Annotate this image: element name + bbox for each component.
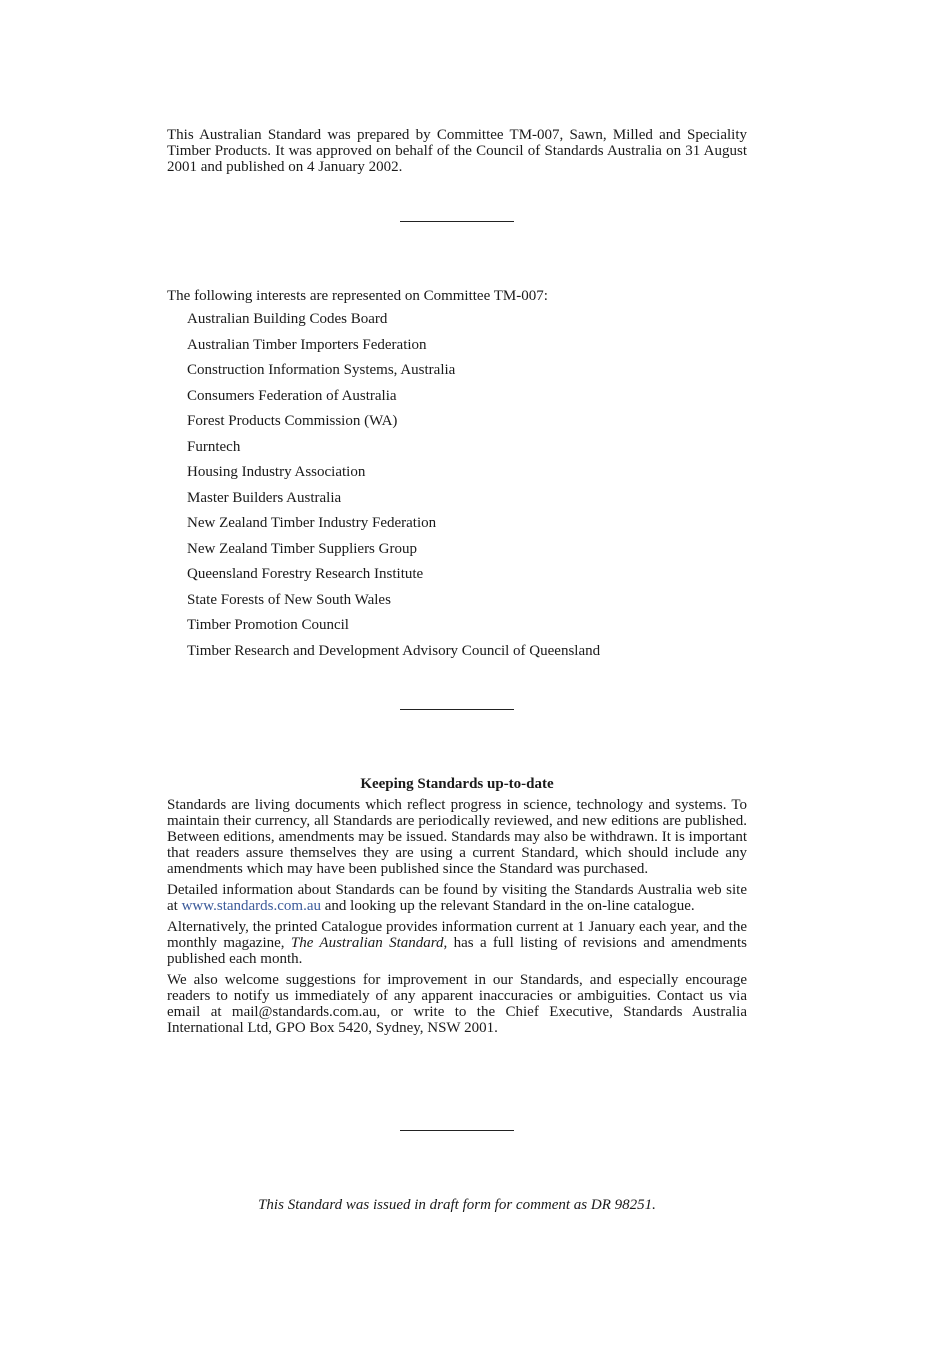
committee-interests-intro: The following interests are represented on Committee TM-007:	[167, 288, 548, 304]
list-item: New Zealand Timber Suppliers Group	[187, 540, 417, 557]
list-item: Construction Information Systems, Australia	[187, 362, 456, 378]
list-item: Australian Timber Importers Federation	[187, 336, 427, 353]
list-item: Australian Building Codes Board	[187, 311, 388, 327]
magazine-title: The Australian Standard	[290, 935, 444, 951]
list-item: New Zealand Timber Industry Federation	[187, 515, 437, 531]
section-divider	[400, 221, 514, 222]
paragraph-web-site	[167, 882, 747, 914]
paragraph-text: , has a full listing of revisions and amendments published each month.	[167, 935, 747, 967]
committee-member-list	[187, 311, 600, 668]
list-item: Master Builders Australia	[187, 489, 342, 506]
standards-website-link[interactable]: www.standards.com.au	[181, 898, 321, 914]
paragraph-text: Alternatively, the printed Catalogue provides information current at 1 January each year, and the monthly magazine,	[167, 919, 747, 951]
list-item: Forest Products Commission (WA)	[187, 413, 398, 429]
list-item: Queensland Forestry Research Institute	[187, 566, 424, 582]
preparation-statement: This Australian Standard was prepared by Committee TM-007, Sawn, Milled and Speciality Timber Products. It was approved on behalf of the Council of Standards Australia on 31 August 2001 and published on 4 January 2002.	[167, 127, 747, 175]
list-item: Timber Promotion Council	[187, 617, 349, 633]
paragraph-text: Detailed information about Standards can be found by visiting the Standards Australia web site at	[167, 882, 747, 914]
list-item: Housing Industry Association	[187, 464, 366, 480]
list-item: Furntech	[187, 438, 241, 455]
paragraph-text: and looking up the relevant Standard in the on-line catalogue.	[321, 898, 695, 914]
paragraph-living-documents: Standards are living documents which reflect progress in science, technology and systems. To maintain their currency, all Standards are periodically reviewed, and new editions are published. Between editions, amendments may be issued. Standards may also be withdrawn. It is important that readers assure themselves they are using a current Standard, which should include any amendments which may have been published since the Standard was purchased.	[167, 797, 747, 877]
section-divider	[400, 709, 514, 710]
keeping-up-to-date-body	[167, 797, 747, 1041]
section-heading: Keeping Standards up-to-date	[360, 776, 554, 792]
paragraph-suggestions: We also welcome suggestions for improvement in our Standards, and especially encourage readers to notify us immediately of any apparent inaccuracies or ambiguities. Contact us via email at mail@standards.com.au, or write to the Chief Executive, Standards Australia International Ltd, GPO Box 5420, Sydney, NSW 2001.	[167, 972, 747, 1036]
paragraph-catalogue	[167, 919, 747, 967]
list-item: Consumers Federation of Australia	[187, 387, 397, 404]
section-divider	[400, 1130, 514, 1131]
list-item: State Forests of New South Wales	[187, 591, 391, 608]
list-item: Timber Research and Development Advisory Council of Queensland	[187, 642, 601, 659]
draft-note: This Standard was issued in draft form for comment as DR 98251.	[258, 1197, 656, 1213]
